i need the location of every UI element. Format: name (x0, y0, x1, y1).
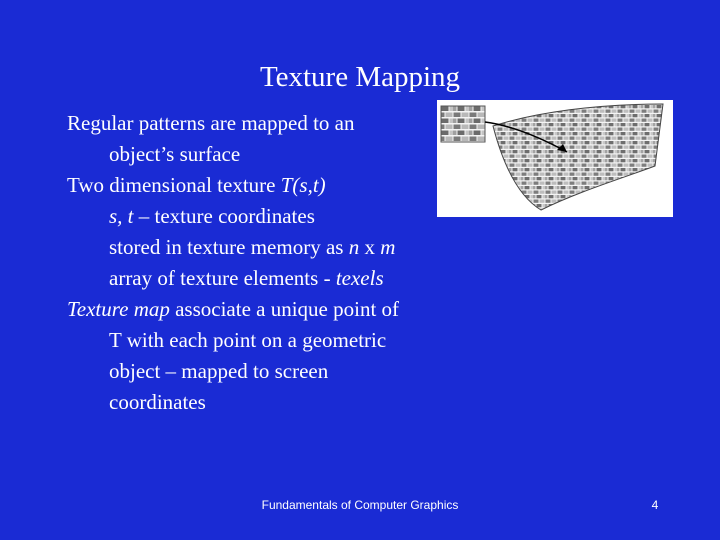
body-line-7 (67, 294, 467, 325)
body-text: – texture coordinates (133, 204, 315, 228)
body-line-5 (67, 232, 467, 263)
texture-mapping-figure (437, 100, 673, 217)
body-line-10 (67, 387, 467, 418)
body-text: coordinates (109, 390, 206, 414)
body-line-1 (67, 108, 467, 139)
body-text: associate a unique point of (169, 297, 400, 321)
flat-texture-swatch (441, 106, 485, 142)
body-text: x (359, 235, 381, 259)
body-text: object’s surface (109, 142, 241, 166)
slide-footer: Fundamentals of Computer Graphics (261, 498, 459, 512)
body-text: T with each point on a geometric (109, 328, 387, 352)
body-text: object – mapped to screen (109, 359, 329, 383)
texture-mapping-diagram-icon (437, 100, 673, 217)
body-text-italic: Texture map (67, 297, 170, 321)
body-text: Two dimensional texture (67, 173, 281, 197)
body-text: Regular patterns are mapped to an (67, 111, 355, 135)
body-text-italic: m (380, 235, 396, 259)
page-number: 4 (651, 498, 659, 512)
body-text-italic: texels (335, 266, 384, 290)
body-text-italic: T(s,t) (280, 173, 326, 197)
curved-textured-surface (493, 104, 663, 210)
body-text-italic: n (348, 235, 360, 259)
body-line-3 (67, 170, 467, 201)
body-line-2 (67, 139, 467, 170)
body-line-8 (67, 325, 467, 356)
slide-body (67, 108, 467, 418)
body-line-6 (67, 263, 467, 294)
body-line-9 (67, 356, 467, 387)
body-text: array of texture elements - (109, 266, 336, 290)
body-text-italic: s, t (109, 204, 134, 228)
body-text: stored in texture memory as (109, 235, 349, 259)
body-line-4 (67, 201, 467, 232)
slide-title: Texture Mapping (259, 61, 461, 93)
